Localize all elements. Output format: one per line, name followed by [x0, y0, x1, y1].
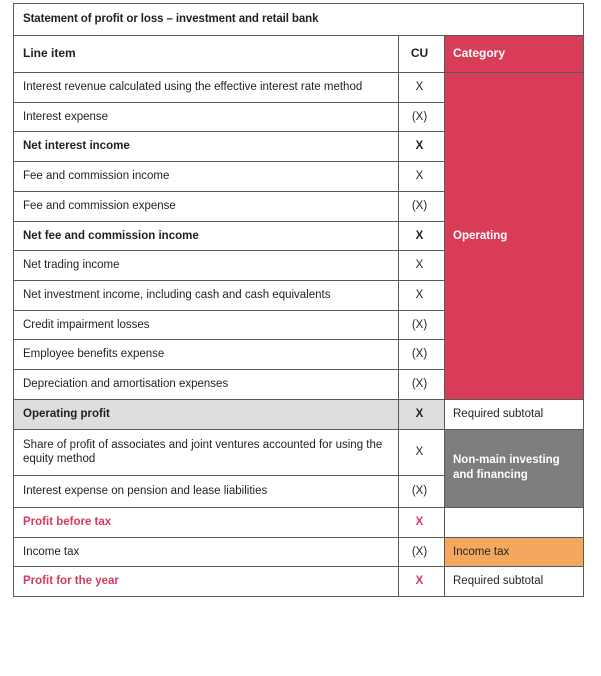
cu-value: X	[399, 73, 445, 103]
line-item-label: Employee benefits expense	[14, 340, 399, 370]
table-row-profit-for-the-year	[14, 567, 584, 597]
line-item-label: Interest revenue calculated using the effective interest rate method	[14, 73, 399, 103]
line-item-label: Interest expense	[14, 102, 399, 132]
line-item-label: Net trading income	[14, 251, 399, 281]
category-cell-empty	[445, 507, 584, 537]
category-cell-operating: Operating	[445, 73, 584, 400]
table-row-profit-before-tax	[14, 507, 584, 537]
column-header-cu: CU	[399, 36, 445, 73]
line-item-label: Profit for the year	[14, 567, 399, 597]
category-cell-non-main-investing-and-financing: Non-main investing and financing	[445, 429, 584, 507]
cu-value: (X)	[399, 191, 445, 221]
cu-value: X	[399, 399, 445, 429]
line-item-label: Income tax	[14, 537, 399, 567]
line-item-label: Interest expense on pension and lease liabilities	[14, 476, 399, 508]
line-item-label: Depreciation and amortisation expenses	[14, 370, 399, 400]
cu-value: X	[399, 221, 445, 251]
cu-value: X	[399, 567, 445, 597]
profit-or-loss-table	[13, 3, 584, 597]
category-cell-required-subtotal: Required subtotal	[445, 399, 584, 429]
cu-value: (X)	[399, 370, 445, 400]
line-item-label: Share of profit of associates and joint ventures accounted for using the equity method	[14, 429, 399, 475]
cu-value: (X)	[399, 340, 445, 370]
cu-value: X	[399, 507, 445, 537]
line-item-label: Net fee and commission income	[14, 221, 399, 251]
page-title: Statement of profit or loss – investment and retail bank	[14, 4, 584, 36]
cu-value: (X)	[399, 476, 445, 508]
category-cell-required-subtotal: Required subtotal	[445, 567, 584, 597]
cu-value: X	[399, 429, 445, 475]
line-item-label: Operating profit	[14, 399, 399, 429]
table-row	[14, 429, 584, 475]
table-title-row	[14, 4, 584, 36]
table-row-income-tax	[14, 537, 584, 567]
cu-value: (X)	[399, 537, 445, 567]
line-item-label: Fee and commission expense	[14, 191, 399, 221]
table-row	[14, 73, 584, 103]
column-header-line-item: Line item	[14, 36, 399, 73]
line-item-label: Fee and commission income	[14, 162, 399, 192]
line-item-label: Credit impairment losses	[14, 310, 399, 340]
cu-value: X	[399, 162, 445, 192]
line-item-label: Net investment income, including cash and cash equivalents	[14, 281, 399, 311]
table-header-row	[14, 36, 584, 73]
column-header-category: Category	[445, 36, 584, 73]
line-item-label: Profit before tax	[14, 507, 399, 537]
category-cell-income-tax: Income tax	[445, 537, 584, 567]
cu-value: X	[399, 251, 445, 281]
cu-value: (X)	[399, 102, 445, 132]
table-row-operating-profit	[14, 399, 584, 429]
line-item-label: Net interest income	[14, 132, 399, 162]
cu-value: (X)	[399, 310, 445, 340]
cu-value: X	[399, 281, 445, 311]
cu-value: X	[399, 132, 445, 162]
